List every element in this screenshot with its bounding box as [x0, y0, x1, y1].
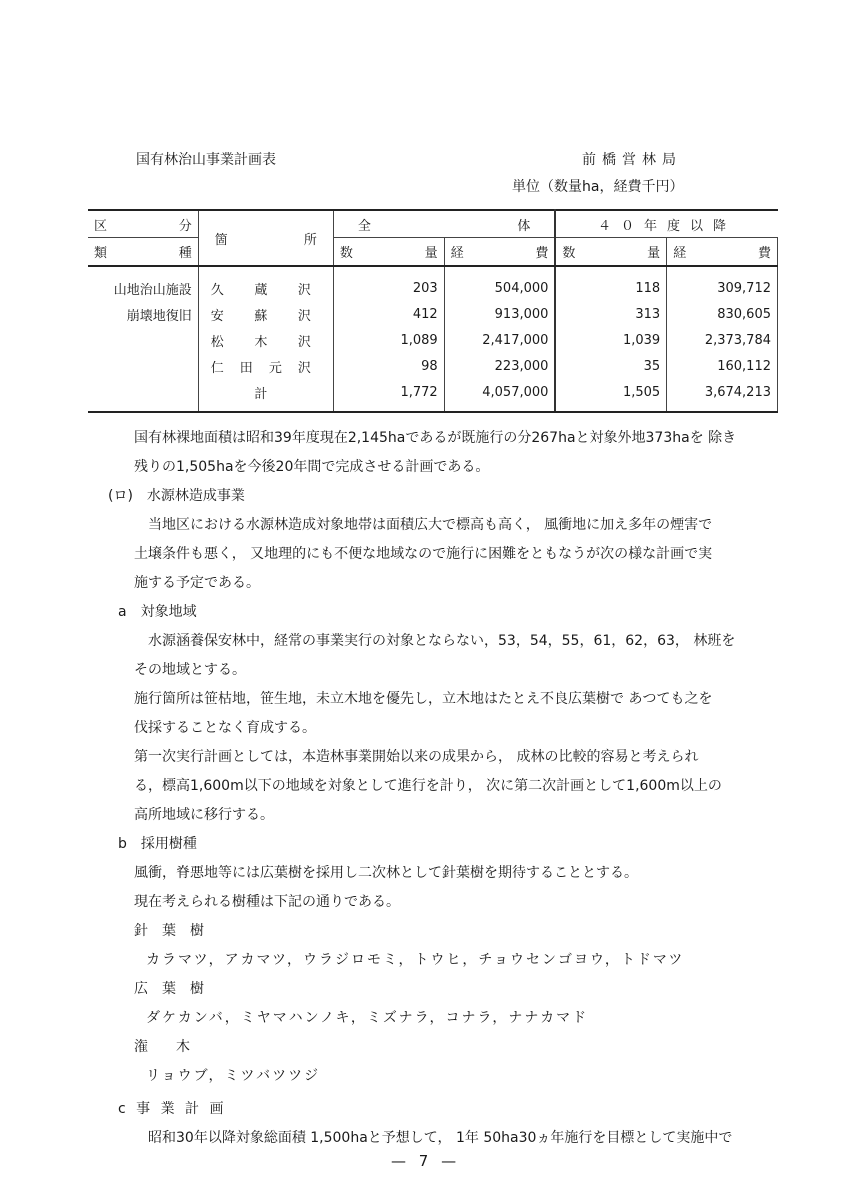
paragraph-line: 現在考えられる樹種は下記の通りである。 [134, 894, 400, 910]
after-qty-cell: 1,505 [555, 379, 666, 412]
paragraph-line: 風衝，脊悪地等には広葉樹を採用し二次林として針葉樹を期待することとする。 [134, 865, 638, 881]
after-qty-cell: 118 [555, 266, 666, 301]
location-cell [198, 266, 333, 301]
total-cost-cell: 504,000 [444, 266, 555, 301]
after-cost-cell: 3,674,213 [667, 379, 778, 412]
header-group-after40: ４０年度以降 [555, 210, 777, 238]
location-char: 久 [210, 282, 224, 298]
header-text: 費 [535, 246, 549, 261]
species-label: 広 葉 樹 [134, 981, 204, 997]
table-row [88, 327, 778, 353]
header-text: 経 [673, 246, 687, 261]
total-qty-cell: 1,089 [333, 327, 444, 353]
after-qty-cell: 35 [555, 353, 666, 379]
paragraph-line: 当地区における水源林造成対象地帯は面積広大で標高も高く， 風衝地に加え多年の煙害で [148, 517, 713, 533]
after-qty-cell: 1,039 [555, 327, 666, 353]
header-text: 所 [303, 232, 317, 248]
header-after-qty [555, 238, 666, 267]
paragraph-line: 高所地域に移行する。 [134, 807, 274, 823]
header-text: 量 [424, 246, 438, 261]
total-label: 計 [254, 386, 268, 402]
header-category [88, 210, 198, 238]
location-cell [198, 379, 333, 412]
category-cell [88, 353, 198, 379]
category-cell [88, 379, 198, 412]
paragraph-line: 施する予定である。 [134, 575, 260, 591]
paragraph-line: 施行箇所は笹枯地，笹生地，未立木地を優先し，立木地はたとえ不良広葉樹で あつても之を [134, 691, 713, 707]
paragraph-line: 昭和30年以降対象総面積 1,500haと予想して， 1年 50ha30ヵ年施行を目標として実施中で [148, 1130, 733, 1146]
after-cost-cell: 309,712 [667, 266, 778, 301]
species-label: 針 葉 樹 [134, 923, 204, 939]
total-qty-cell: 203 [333, 266, 444, 301]
after-cost-cell: 160,112 [667, 353, 778, 379]
header-text: 体 [517, 218, 531, 234]
header-text: 数 [562, 246, 576, 261]
species-list: リョウブ，ミツバツツジ [146, 1068, 321, 1084]
location-char: 沢 [297, 308, 311, 324]
document-title: 国有林治山事業計画表 [136, 152, 276, 168]
category-cell: 崩壊地復旧 [88, 301, 198, 327]
location-char: 仁 [210, 360, 224, 376]
header-text: 量 [647, 246, 661, 261]
unit-note: 単位（数量ha，経費千円） [512, 179, 684, 195]
table-header-row-top [88, 210, 778, 238]
subsection-heading: a 対象地域 [118, 604, 197, 620]
table-row [88, 301, 778, 327]
paragraph-line: 第一次実行計画としては，本造林事業開始以来の成果から， 成林の比較的容易と考えられ [134, 749, 699, 765]
header-group-total [333, 210, 555, 238]
location-char: 蘇 [254, 308, 268, 324]
after-cost-cell: 2,373,784 [667, 327, 778, 353]
header-location [198, 210, 333, 266]
header-text: 区 [94, 218, 108, 234]
location-cell [198, 353, 333, 379]
paragraph-line: 水源涵養保安林中，経常の事業実行の対象とならない，53，54，55，61，62，63， 林班を [148, 633, 736, 649]
species-label: 潅 木 [134, 1039, 190, 1055]
after-qty-cell: 313 [555, 301, 666, 327]
header-text: 類 [94, 246, 108, 261]
header-text: 費 [757, 246, 771, 261]
paragraph-line: る，標高1,600m以下の地域を対象として進行を計り， 次に第二次計画として1,600m以上の [134, 778, 722, 794]
total-cost-cell: 913,000 [444, 301, 555, 327]
total-cost-cell: 4,057,000 [444, 379, 555, 412]
total-qty-cell: 98 [333, 353, 444, 379]
page-number: — 7 — [391, 1152, 461, 1170]
location-char: 沢 [297, 334, 311, 350]
header-after-cost [667, 238, 778, 267]
total-qty-cell: 1,772 [333, 379, 444, 412]
location-cell [198, 327, 333, 353]
subsection-heading: c 事 業 計 画 [118, 1101, 227, 1117]
category-cell [88, 327, 198, 353]
total-cost-cell: 2,417,000 [444, 327, 555, 353]
species-list: ダケカンバ，ミヤマハンノキ，ミズナラ，コナラ，ナナカマド [146, 1010, 589, 1026]
paragraph-line: 残りの1,505haを今後20年間で完成させる計画である。 [134, 459, 490, 475]
header-text: 種 [178, 246, 192, 261]
plan-table [88, 209, 778, 413]
location-char: 沢 [297, 360, 311, 376]
header-text: 全 [357, 218, 371, 234]
total-qty-cell: 412 [333, 301, 444, 327]
location-char: 蔵 [254, 282, 268, 298]
header-total-cost [444, 238, 555, 267]
paragraph-line: 国有林裸地面積は昭和39年度現在2,145haであるが既施行の分267haと対象外地373haを 除き [134, 430, 737, 446]
location-char: 沢 [297, 282, 311, 298]
location-char: 元 [268, 360, 282, 376]
header-text: 箇 [214, 232, 228, 248]
after-cost-cell: 830,605 [667, 301, 778, 327]
location-char: 安 [210, 308, 224, 324]
location-char: 松 [210, 334, 224, 350]
table-row-total [88, 379, 778, 412]
table-row [88, 353, 778, 379]
location-cell [198, 301, 333, 327]
paragraph-line: その地域とする。 [134, 662, 246, 678]
header-text: 分 [178, 218, 192, 234]
section-heading: (ロ) 水源林造成事業 [108, 488, 245, 504]
header-text: 経 [450, 246, 464, 261]
location-char: 木 [254, 334, 268, 350]
location-char: 田 [239, 360, 253, 376]
header-text: 数 [339, 246, 353, 261]
subsection-heading: b 採用樹種 [118, 836, 197, 852]
header-type [88, 238, 198, 267]
paragraph-line: 伐採することなく育成する。 [134, 720, 316, 736]
table-row [88, 266, 778, 301]
header-total-qty [333, 238, 444, 267]
species-list: カラマツ，アカマツ，ウラジロモミ，トウヒ，チョウセンゴヨウ，トドマツ [146, 952, 685, 968]
table-header-row-bottom [88, 238, 778, 267]
office-name: 前橋営林局 [582, 152, 682, 168]
paragraph-line: 土壌条件も悪く， 又地理的にも不便な地域なので施行に困難をともなうが次の様な計画で実 [134, 546, 713, 562]
category-cell: 山地治山施設 [88, 266, 198, 301]
total-cost-cell: 223,000 [444, 353, 555, 379]
